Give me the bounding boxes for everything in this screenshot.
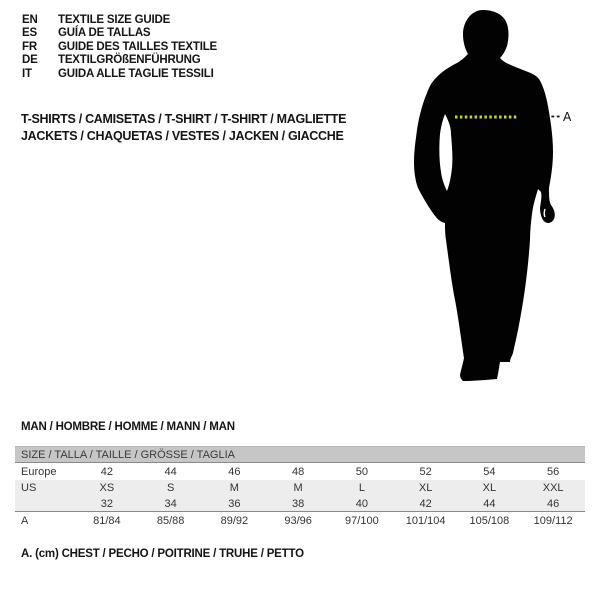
size-cell: M — [203, 480, 267, 496]
language-title: TEXTILE SIZE GUIDE — [58, 14, 171, 26]
table-row — [15, 512, 585, 531]
language-row — [22, 68, 217, 81]
category-lines — [21, 111, 346, 145]
size-cell: 54 — [458, 463, 522, 481]
size-cell: 81/84 — [75, 512, 139, 531]
language-list — [22, 14, 217, 81]
size-table-header-row — [15, 447, 585, 463]
size-cell: XXL — [521, 480, 585, 496]
language-title: GUIDA ALLE TAGLIE TESSILI — [58, 67, 214, 80]
size-cell: 42 — [394, 496, 458, 512]
size-cell: 40 — [330, 496, 394, 512]
language-code: ES — [22, 27, 37, 40]
size-cell: 109/112 — [521, 512, 585, 531]
size-cell: 44 — [458, 496, 522, 512]
size-cell: XS — [75, 480, 139, 496]
man-silhouette — [405, 0, 600, 400]
size-table — [15, 446, 585, 530]
language-row — [22, 14, 217, 27]
category-line: T-SHIRTS / CAMISETAS / T-SHIRT / T-SHIRT / MAGLIETTE — [21, 112, 347, 126]
size-cell: XL — [458, 480, 522, 496]
row-label — [15, 496, 75, 512]
table-row — [15, 480, 585, 496]
size-cell: 48 — [266, 463, 330, 481]
size-cell: 36 — [203, 496, 267, 512]
language-row — [22, 27, 217, 40]
measure-label-a: A — [563, 110, 572, 124]
language-title: GUIDE DES TAILLES TEXTILE — [58, 40, 217, 53]
size-cell: 101/104 — [394, 512, 458, 531]
size-cell: 52 — [394, 463, 458, 481]
category-line: JACKETS / CHAQUETAS / VESTES / JACKEN / GIACCHE — [21, 129, 344, 143]
size-cell: 56 — [521, 463, 585, 481]
language-row — [22, 54, 217, 67]
row-label: A — [15, 512, 75, 531]
table-row — [15, 496, 585, 512]
language-code: IT — [22, 67, 32, 80]
section-heading: MAN / HOMBRE / HOMME / MANN / MAN — [21, 421, 235, 433]
size-cell: M — [266, 480, 330, 496]
measurement-footnote: A. (cm) CHEST / PECHO / POITRINE / TRUHE / PETTO — [21, 548, 304, 560]
man-body-shape — [414, 10, 555, 381]
row-label: US — [15, 480, 75, 496]
language-code: EN — [22, 14, 38, 26]
size-cell: 105/108 — [458, 512, 522, 531]
size-cell: 89/92 — [203, 512, 267, 531]
size-cell: 97/100 — [330, 512, 394, 531]
thumb-highlight — [544, 209, 545, 217]
size-cell: 32 — [75, 496, 139, 512]
size-table-wrap — [15, 446, 585, 530]
size-cell: 34 — [139, 496, 203, 512]
size-cell: 42 — [75, 463, 139, 481]
table-row — [15, 463, 585, 481]
size-cell: 50 — [330, 463, 394, 481]
size-cell: 93/96 — [266, 512, 330, 531]
size-cell: 38 — [266, 496, 330, 512]
language-code: DE — [22, 54, 38, 67]
size-cell: S — [139, 480, 203, 496]
language-title: TEXTILGRÖßENFÜHRUNG — [58, 54, 201, 67]
size-cell: 46 — [203, 463, 267, 481]
size-cell: XL — [394, 480, 458, 496]
row-label: Europe — [15, 463, 75, 481]
size-cell: 46 — [521, 496, 585, 512]
size-cell: 85/88 — [139, 512, 203, 531]
language-title: GUÍA DE TALLAS — [58, 27, 151, 40]
language-code: FR — [22, 40, 37, 53]
size-cell: L — [330, 480, 394, 496]
size-table-header: SIZE / TALLA / TAILLE / GRÖSSE / TAGLIA — [15, 447, 585, 463]
language-row — [22, 41, 217, 54]
size-cell: 44 — [139, 463, 203, 481]
